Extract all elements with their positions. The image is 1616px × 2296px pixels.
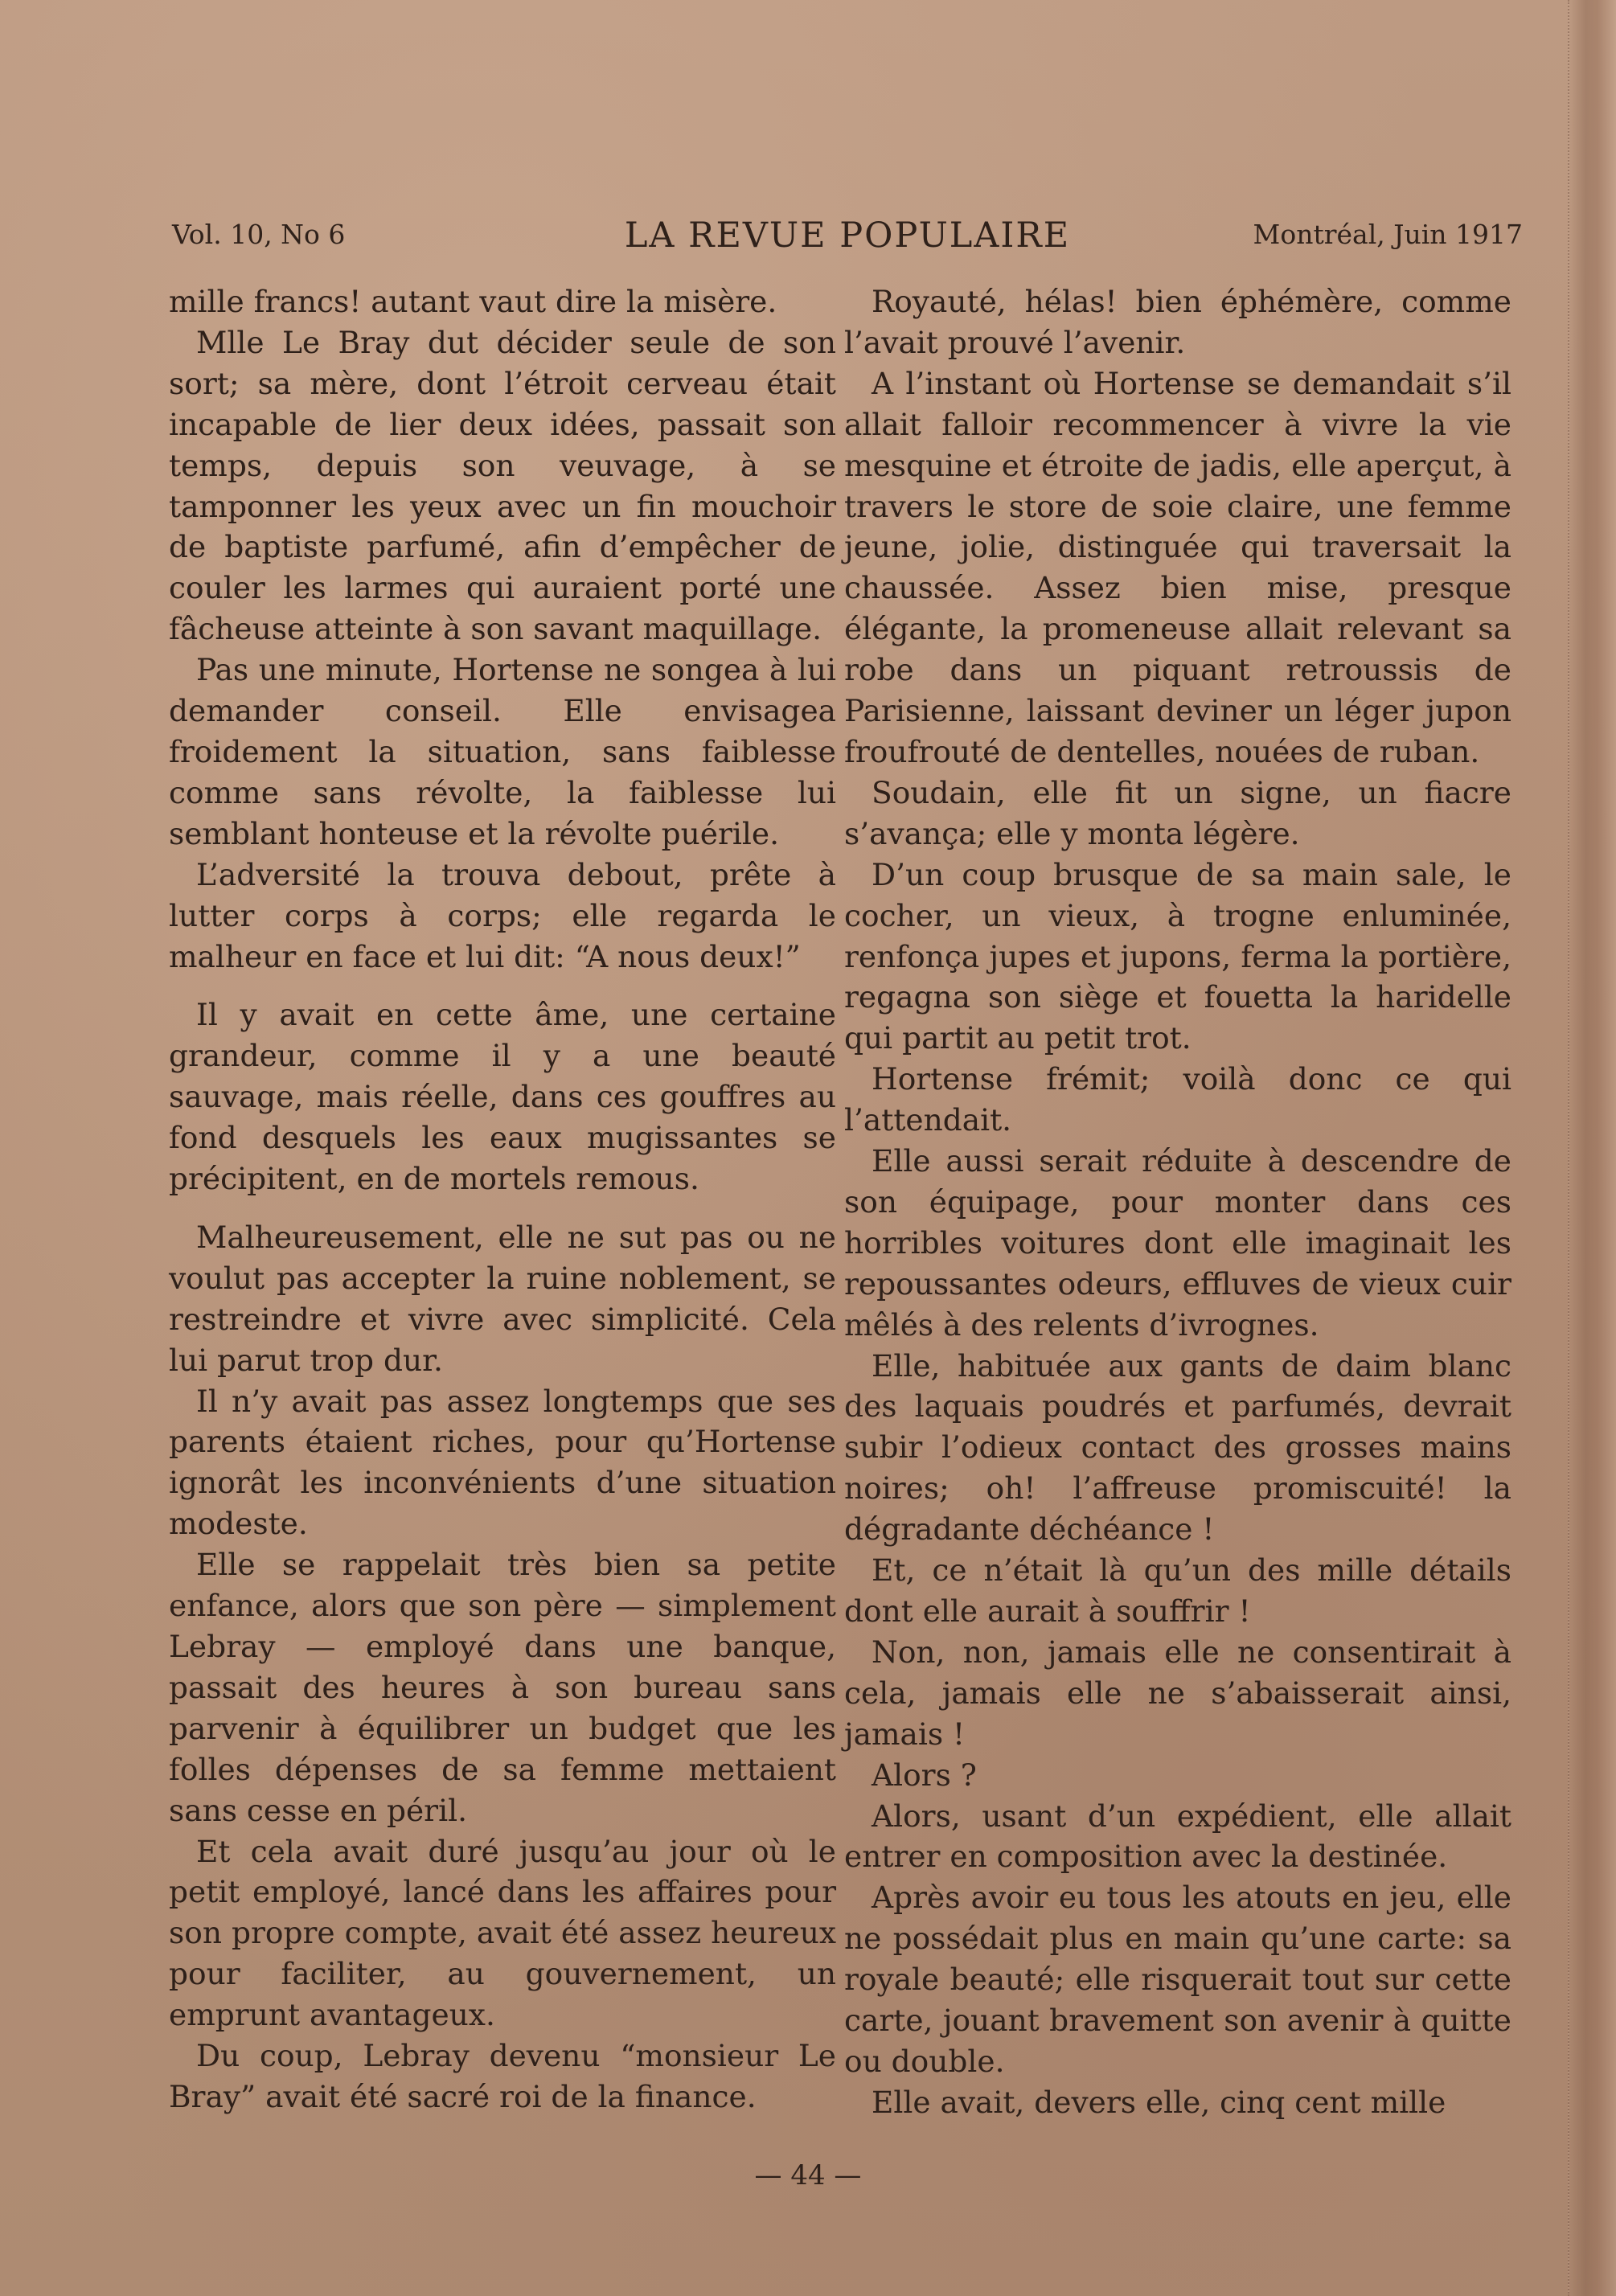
paragraph: Après avoir eu tous les atouts en jeu, elle ne possédait plus en main qu’une carte: sa royale beauté; elle risquerait tout sur cette carte, jouant bravement son avenir à quitte ou double. xyxy=(844,1880,1511,2079)
paragraph: Alors, usant d’un expédient, elle allait entrer en composition avec la destinée. xyxy=(844,1798,1511,1875)
paragraph: L’adversité la trouva debout, prête à lutter corps à corps; elle regarda le malheur en face et lui dit: “A nous deux!” xyxy=(169,856,836,974)
paragraph: Elle avait, devers elle, cinq cent mille xyxy=(872,2084,1446,2120)
paragraph: mille francs! autant vaut dire la misère. xyxy=(169,284,777,319)
magazine-title: LA REVUE POPULAIRE xyxy=(624,215,1071,256)
paragraph: Malheureusement, elle ne sut pas ou ne voulut pas accepter la ruine noblement, se restreindre et vivre avec simplicité. Cela lui parut trop dur. xyxy=(169,1219,836,1378)
paragraph: Du coup, Lebray devenu “monsieur Le Bray” avait été sacré roi de la finance. xyxy=(169,2038,836,2114)
paragraph: Elle se rappelait très bien sa petite enfance, alors que son père — simplement Lebray — employé dans une banque, passait des heures à son bureau sans parvenir à équilibrer un budget que les folles dépenses de sa femme mettaient sans cesse en péril. xyxy=(169,1547,836,1828)
place-date: Montréal, Juin 1917 xyxy=(1253,219,1523,250)
paragraph: Pas une minute, Hortense ne songea à lui demander conseil. Elle envisagea froidement la situation, sans faiblesse comme sans révolte, la faiblesse lui semblant honteuse et la révolte puérile. xyxy=(169,652,836,851)
paragraph: Mlle Le Bray dut décider seule de son sort; sa mère, dont l’étroit cerveau était incapable de lier deux idées, passait son temps, depuis son veuvage, à se tamponner les yeux avec un fin mouchoir de baptiste parfumé, afin d’empêcher de couler les larmes qui auraient porté une fâcheuse atteinte à son savant maquillage. xyxy=(169,324,836,647)
paragraph: Royauté, hélas! bien éphémère, comme l’avait prouvé l’avenir. xyxy=(844,284,1511,360)
right-column xyxy=(844,281,1511,2123)
paragraph: D’un coup brusque de sa main sale, le cocher, un vieux, à trogne enluminée, renfonça jupes et jupons, ferma la portière, regagna son siège et fouetta la haridelle qui partit au petit trot. xyxy=(844,856,1511,1056)
running-header xyxy=(172,215,1523,260)
left-column xyxy=(169,281,836,2118)
paragraph: Non, non, jamais elle ne consentirait à cela, jamais elle ne s’abaisserait ainsi, jamais ! xyxy=(844,1634,1511,1752)
paragraph: Elle aussi serait réduite à descendre de son équipage, pour monter dans ces horribles voitures dont elle imaginait les repoussantes odeurs, effluves de vieux cuir mêlés à des relents d’ivrognes. xyxy=(844,1143,1511,1343)
paragraph: Alors ? xyxy=(872,1757,977,1793)
paragraph: Il n’y avait pas assez longtemps que ses parents étaient riches, pour qu’Hortense ignorât les inconvénients d’une situation modeste. xyxy=(169,1383,836,1542)
paragraph: Soudain, elle fit un signe, un fiacre s’avança; elle y monta légère. xyxy=(844,774,1511,851)
page-edge xyxy=(1568,0,1616,2296)
paragraph: Et, ce n’était là qu’un des mille détails dont elle aurait à souffrir ! xyxy=(844,1552,1511,1629)
volume-issue: Vol. 10, No 6 xyxy=(172,219,346,250)
paragraph: Elle, habituée aux gants de daim blanc des laquais poudrés et parfumés, devrait subir l’odieux contact des grosses mains noires; oh! l’affreuse promiscuité! la dégradante déchéance ! xyxy=(844,1347,1511,1548)
paragraph: Il y avait en cette âme, une certaine grandeur, comme il y a une beauté sauvage, mais réelle, dans ces gouffres au fond desquels les eaux mugissantes se précipitent, en de mortels remous. xyxy=(169,997,836,1197)
paragraph: Et cela avait duré jusqu’au jour où le petit employé, lancé dans les affaires pour son propre compte, avait été assez heureux pour faciliter, au gouvernement, un emprunt avantageux. xyxy=(169,1833,836,2033)
page-number: — 44 — xyxy=(754,2159,862,2191)
paragraph: A l’instant où Hortense se demandait s’il allait falloir recommencer à vivre la vie mesquine et étroite de jadis, elle aperçut, à travers le store de soie claire, une femme jeune, jolie, distinguée qui traversait la chaussée. Assez bien mise, presque élégante, la promeneuse allait relevant sa robe dans un piquant retroussis de Parisienne, laissant deviner un léger jupon froufrouté de dentelles, nouées de ruban. xyxy=(844,365,1511,769)
paragraph: Hortense frémit; voilà donc ce qui l’attendait. xyxy=(844,1061,1511,1138)
